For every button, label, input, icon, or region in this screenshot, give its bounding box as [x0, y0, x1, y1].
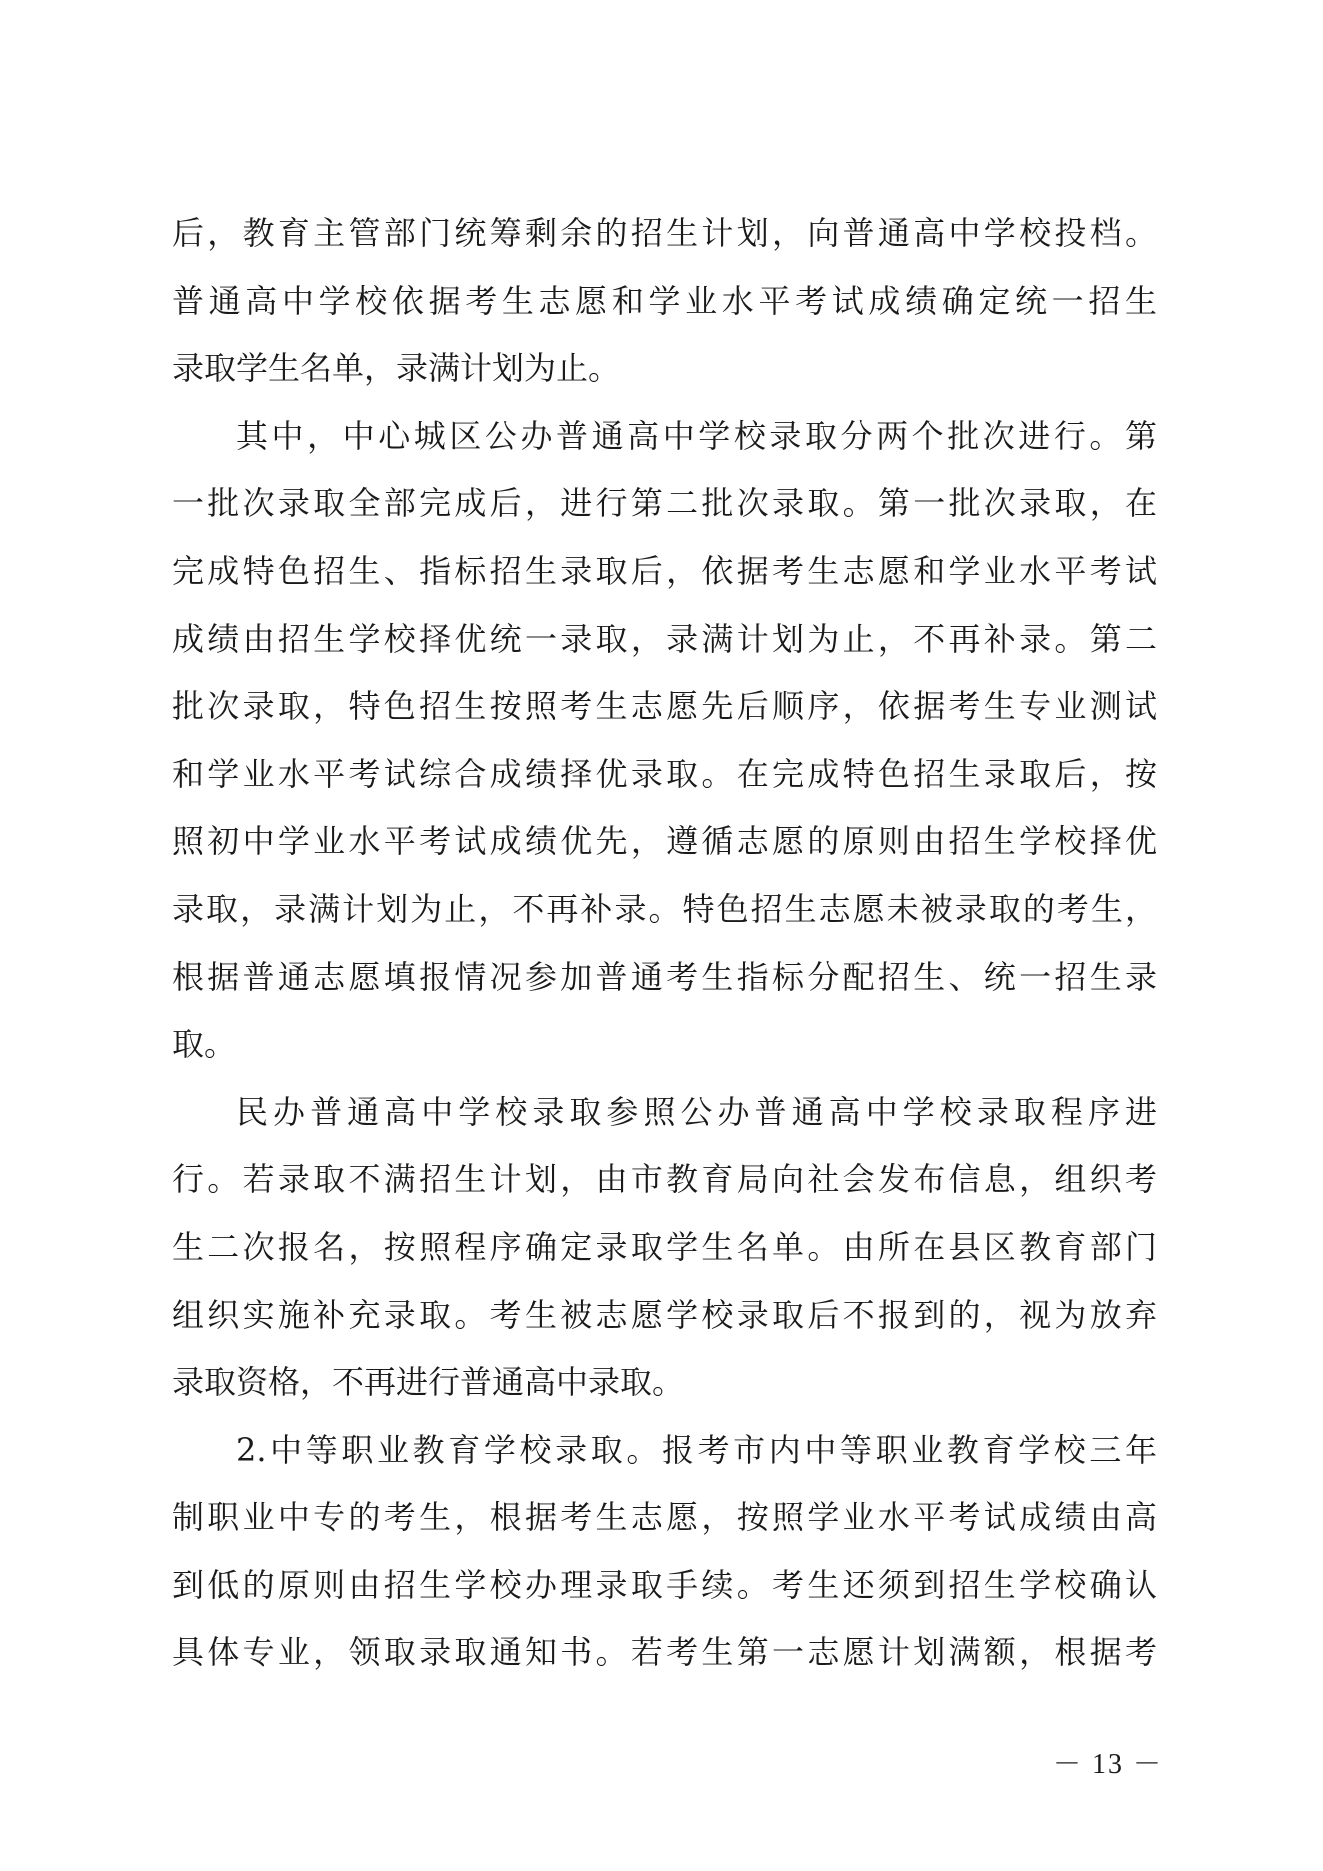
text-line: 生二次报名，按照程序确定录取学生名单。由所在县区教育部门 [172, 1227, 1157, 1266]
paragraph [172, 200, 1157, 403]
text-line: 后，教育主管部门统筹剩余的招生计划，向普通高中学校投档。 [172, 214, 1157, 252]
text-line: 照初中学业水平考试成绩优先，遵循志愿的原则由招生学校择优 [172, 822, 1157, 861]
text-line: 根据普通志愿填报情况参加普通考生指标分配招生、统一招生录 [172, 957, 1157, 996]
text-line: 录取，录满计划为止，不再补录。特色招生志愿未被录取的考生， [172, 889, 1157, 928]
text-line: 具体专业，领取录取通知书。若考生第一志愿计划满额，根据考 [172, 1633, 1157, 1672]
paragraph [172, 1417, 1157, 1687]
paragraph [172, 1079, 1157, 1417]
paragraph [172, 403, 1157, 1079]
text-line: 和学业水平考试综合成绩择优录取。在完成特色招生录取后，按 [172, 754, 1157, 793]
text-line: 取。 [172, 1025, 237, 1064]
text-line: 组织实施补充录取。考生被志愿学校录取后不报到的，视为放弃 [172, 1295, 1157, 1334]
text-line: 普通高中学校依据考生志愿和学业水平考试成绩确定统一招生 [172, 281, 1157, 320]
text-line: 行。若录取不满招生计划，由市教育局向社会发布信息，组织考 [172, 1160, 1157, 1199]
text-line: 民办普通高中学校录取参照公办普通高中学校录取程序进 [236, 1092, 1157, 1131]
text-line: 制职业中专的考生，根据考生志愿，按照学业水平考试成绩由高 [172, 1498, 1157, 1537]
text-line: 批次录取，特色招生按照考生志愿先后顺序，依据考生专业测试 [172, 687, 1157, 726]
text-line: 录取资格，不再进行普通高中录取。 [172, 1363, 685, 1402]
text-line: 2.中等职业教育学校录取。报考市内中等职业教育学校三年 [236, 1430, 1157, 1469]
text-line: 到低的原则由招生学校办理录取手续。考生还须到招生学校确认 [172, 1565, 1157, 1604]
page-number: － 13 － [1052, 1749, 1163, 1780]
text-line: 其中，中心城区公办普通高中学校录取分两个批次进行。第 [236, 416, 1157, 455]
text-line: 一批次录取全部完成后，进行第二批次录取。第一批次录取，在 [172, 484, 1157, 523]
text-line: 完成特色招生、指标招生录取后，依据考生志愿和学业水平考试 [172, 551, 1157, 590]
text-line: 录取学生名单，录满计划为止。 [172, 349, 621, 388]
text-line: 成绩由招生学校择优统一录取，录满计划为止，不再补录。第二 [172, 619, 1157, 658]
body-text [172, 200, 1157, 1687]
